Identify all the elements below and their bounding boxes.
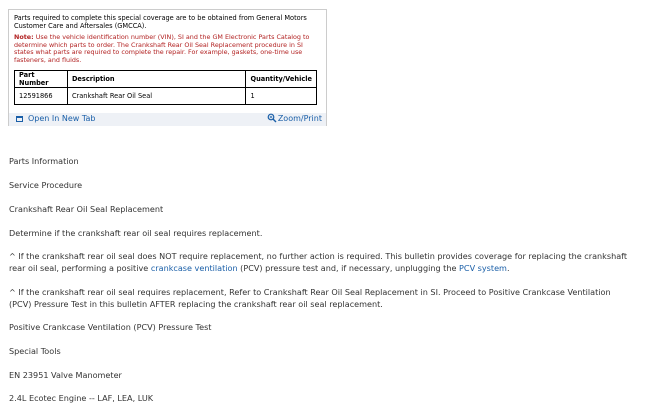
table-row xyxy=(15,88,317,105)
tool-valve-manometer: EN 23951 Valve Manometer xyxy=(9,370,122,380)
parts-table xyxy=(14,70,317,105)
new-window-icon xyxy=(16,116,23,122)
cell-description: Crankshaft Rear Oil Seal xyxy=(67,88,246,105)
open-in-new-tab-label: Open In New Tab xyxy=(28,114,96,123)
card-link-bar xyxy=(9,113,326,126)
open-in-new-tab-link[interactable] xyxy=(16,114,95,123)
header-description: Description xyxy=(67,71,246,88)
paragraph-determine: Determine if the crankshaft rear oil seal requires replacement. xyxy=(9,228,263,238)
heading-special-tools: Special Tools xyxy=(9,346,61,356)
heading-service-procedure: Service Procedure xyxy=(9,180,83,190)
paragraph-no-replacement-text-b: (PCV) pressure test and, if necessary, unplugging the xyxy=(237,263,460,273)
parts-note xyxy=(14,34,322,64)
table-header-row xyxy=(15,71,317,88)
crankcase-ventilation-link[interactable]: crankcase ventilation xyxy=(150,263,238,273)
paragraph-no-replacement xyxy=(9,250,634,274)
zoom-print-link[interactable] xyxy=(267,113,322,123)
zoom-print-label: Zoom/Print xyxy=(277,113,322,123)
header-part-number: Part Number xyxy=(15,71,68,88)
pcv-system-link[interactable]: PCV system xyxy=(459,263,507,273)
header-quantity: Quantity/Vehicle xyxy=(246,71,317,88)
note-label: Note: xyxy=(14,33,34,41)
cell-part-number: 12591866 xyxy=(15,88,68,105)
paragraph-requires-replacement: ^ If the crankshaft rear oil seal requires replacement, Refer to Crankshaft Rear Oil Seal Replacement in SI. Proceed to Positive Crankcase Ventilation (PCV) Pressure Test in this bulletin AFTER replacing the crankshaft rear oil seal replacement. xyxy=(9,287,611,309)
cell-quantity: 1 xyxy=(246,88,317,105)
heading-pcv-pressure-test: Positive Crankcase Ventilation (PCV) Pressure Test xyxy=(9,322,212,332)
parts-info-card xyxy=(8,9,327,126)
engine-heading: 2.4L Ecotec Engine -- LAF, LEA, LUK xyxy=(9,393,154,403)
heading-parts-information: Parts Information xyxy=(9,156,79,166)
magnifier-icon xyxy=(267,113,277,123)
paragraph-no-replacement-text-c: . xyxy=(506,263,510,273)
heading-crankshaft-seal-replacement: Crankshaft Rear Oil Seal Replacement xyxy=(9,204,164,214)
paragraph-no-replacement-text-a: ^ If the crankshaft rear oil seal does NOT require replacement, no further action is required. This bulletin provides coverage for replacing the crankshaft rear oil seal, performing a positive xyxy=(9,251,628,273)
note-text: Use the vehicle identification number (VIN), SI and the GM Electronic Parts Catalog to determine which parts to order. The Crankshaft Rear Oil Seal Replacement procedure in SI states what parts are required to complete the repair. For example, gaskets, one-time use fasteners, and fluids. xyxy=(14,33,310,64)
parts-intro-text: Parts required to complete this special coverage are to be obtained from General Motors Customer Care and Aftersales (GMCCA). xyxy=(14,14,307,30)
